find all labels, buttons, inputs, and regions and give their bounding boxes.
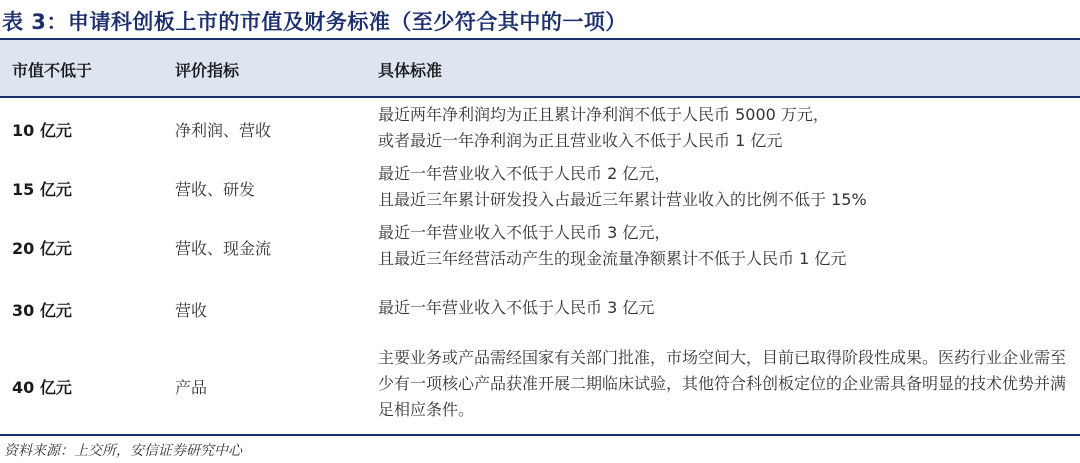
criteria-cell (378, 161, 1068, 213)
criteria-line: 最近两年净利润均为正且累计净利润不低于人民币 5000 万元， (378, 105, 829, 124)
criteria-line: 最近一年营业收入不低于人民币 3 亿元 (378, 298, 655, 317)
table-bottom-divider (0, 434, 1080, 436)
indicator-cell: 营收、研发 (175, 180, 256, 199)
table-row (0, 290, 1080, 330)
market-cap-cell: 15 亿元 (12, 180, 72, 199)
criteria-line: 主要业务或产品需经国家有关部门批准，市场空间大，目前已取得阶段性成果。医药行业企业需至少有一项核心产品获准开展二期临床试验，其他符合科创板定位的企业需具备明显的技术优势并满足相应条件。 (378, 348, 1067, 419)
criteria-cell (378, 345, 1068, 423)
criteria-cell (378, 295, 1068, 321)
table-header-row (0, 40, 1080, 96)
table-row (0, 100, 1080, 156)
criteria-cell (378, 220, 1068, 272)
table-title: 表 3：申请科创板上市的市值及财务标准（至少符合其中的一项） (2, 10, 627, 34)
criteria-line: 最近一年营业收入不低于人民币 2 亿元， (378, 164, 671, 183)
market-cap-cell: 30 亿元 (12, 301, 72, 320)
criteria-line: 或者最近一年净利润为正且营业收入不低于人民币 1 亿元 (378, 131, 783, 150)
header-criteria: 具体标准 (378, 61, 443, 80)
criteria-cell (378, 102, 1068, 154)
indicator-cell: 净利润、营收 (175, 121, 272, 140)
criteria-line: 且最近三年累计研发投入占最近三年累计营业收入的比例不低于 15% (378, 190, 867, 209)
header-market-cap: 市值不低于 (12, 61, 93, 80)
market-cap-cell: 10 亿元 (12, 121, 72, 140)
table-row (0, 159, 1080, 215)
criteria-line: 且最近三年经营活动产生的现金流量净额累计不低于人民币 1 亿元 (378, 249, 847, 268)
table-row (0, 218, 1080, 274)
indicator-cell: 产品 (175, 378, 208, 397)
source-note: 资料来源：上交所，安信证券研究中心 (4, 443, 242, 459)
table-row (0, 343, 1080, 429)
indicator-cell: 营收、现金流 (175, 239, 272, 258)
market-cap-cell: 40 亿元 (12, 378, 72, 397)
market-cap-cell: 20 亿元 (12, 239, 72, 258)
indicator-cell: 营收 (175, 301, 208, 320)
criteria-line: 最近一年营业收入不低于人民币 3 亿元， (378, 223, 671, 242)
header-divider (0, 96, 1080, 98)
header-indicator: 评价指标 (175, 61, 240, 80)
